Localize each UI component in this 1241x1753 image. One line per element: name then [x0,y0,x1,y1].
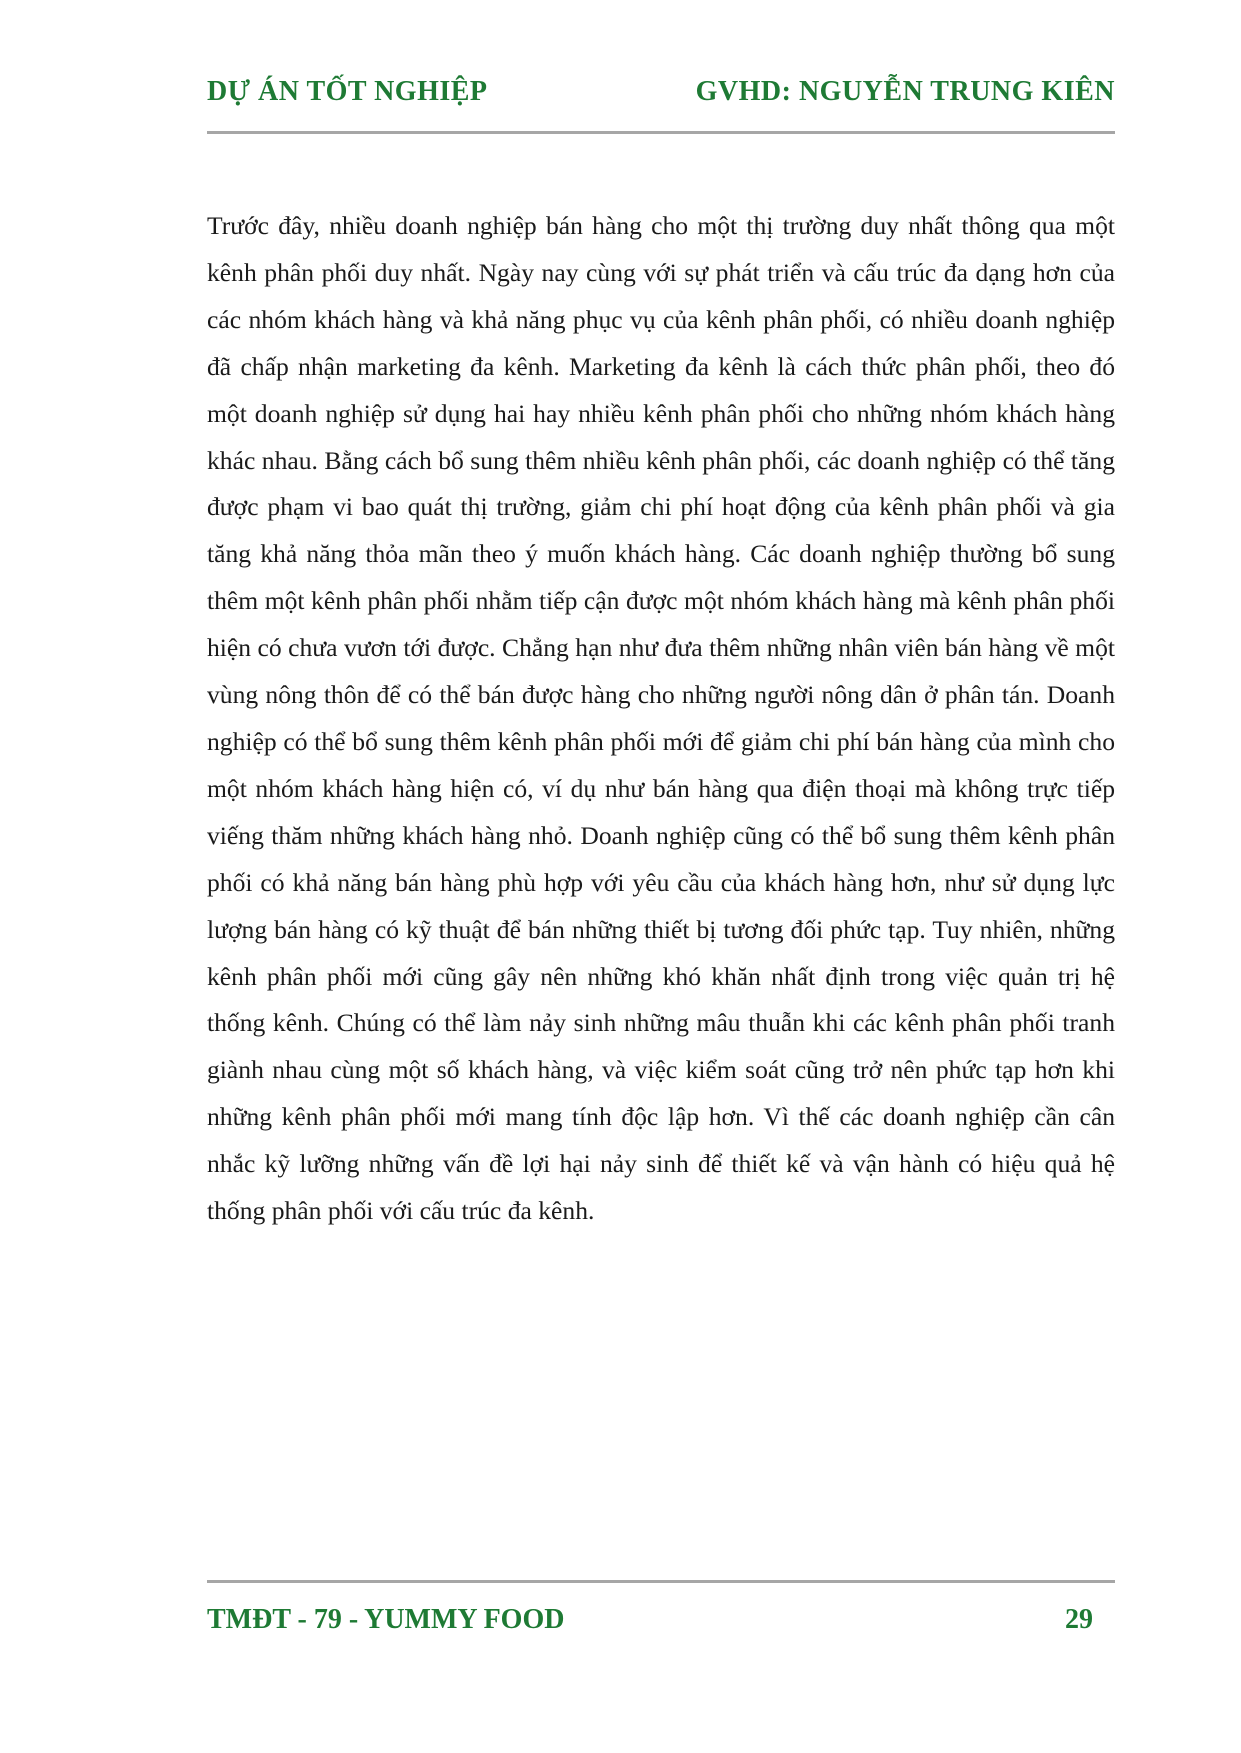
header-project-title: DỰ ÁN TỐT NGHIỆP [207,76,488,107]
footer-divider [207,1580,1115,1583]
footer-project-label: TMĐT - 79 - YUMMY FOOD [207,1604,565,1635]
header-divider [207,131,1115,134]
page-footer [207,1598,1115,1642]
page-number: 29 [1065,1604,1093,1635]
page-header [207,70,1115,114]
header-advisor-name: GVHD: NGUYỄN TRUNG KIÊN [695,76,1115,107]
body-paragraph: Trước đây, nhiều doanh nghiệp bán hàng cho một thị trường duy nhất thông qua một kênh phân phối duy nhất. Ngày nay cùng với sự phát triển và cấu trúc đa dạng hơn của các nhóm khách hàng và khả năng phục vụ của kênh phân phối, có nhiều doanh nghiệp đã chấp nhận marketing đa kênh. Marketing đa kênh là cách thức phân phối, theo đó một doanh nghiệp sử dụng hai hay nhiều kênh phân phối cho những nhóm khách hàng khác nhau. Bằng cách bổ sung thêm nhiều kênh phân phối, các doanh nghiệp có thể tăng được phạm vi bao quát thị trường, giảm chi phí hoạt động của kênh phân phối và gia tăng khả năng thỏa mãn theo ý muốn khách hàng. Các doanh nghiệp thường bổ sung thêm một kênh phân phối nhằm tiếp cận được một nhóm khách hàng mà kênh phân phối hiện có chưa vươn tới được. Chẳng hạn như đưa thêm những nhân viên bán hàng về một vùng nông thôn để có thể bán được hàng cho những người nông dân ở phân tán. Doanh nghiệp có thể bổ sung thêm kênh phân phối mới để giảm chi phí bán hàng của mình cho một nhóm khách hàng hiện có, ví dụ như bán hàng qua điện thoại mà không trực tiếp viếng thăm những khách hàng nhỏ. Doanh nghiệp cũng có thể bổ sung thêm kênh phân phối có khả năng bán hàng phù hợp với yêu cầu của khách hàng hơn, như sử dụng lực lượng bán hàng có kỹ thuật để bán những thiết bị tương đối phức tạp. Tuy nhiên, những kênh phân phối mới cũng gây nên những khó khăn nhất định trong việc quản trị hệ thống kênh. Chúng có thể làm nảy sinh những mâu thuẫn khi các kênh phân phối tranh giành nhau cùng một số khách hàng, và việc kiểm soát cũng trở nên phức tạp hơn khi những kênh phân phối mới mang tính độc lập hơn. Vì thế các doanh nghiệp cần cân nhắc kỹ lưỡng những vấn đề lợi hại nảy sinh để thiết kế và vận hành có hiệu quả hệ thống phân phối với cấu trúc đa kênh. [207,211,1115,1226]
